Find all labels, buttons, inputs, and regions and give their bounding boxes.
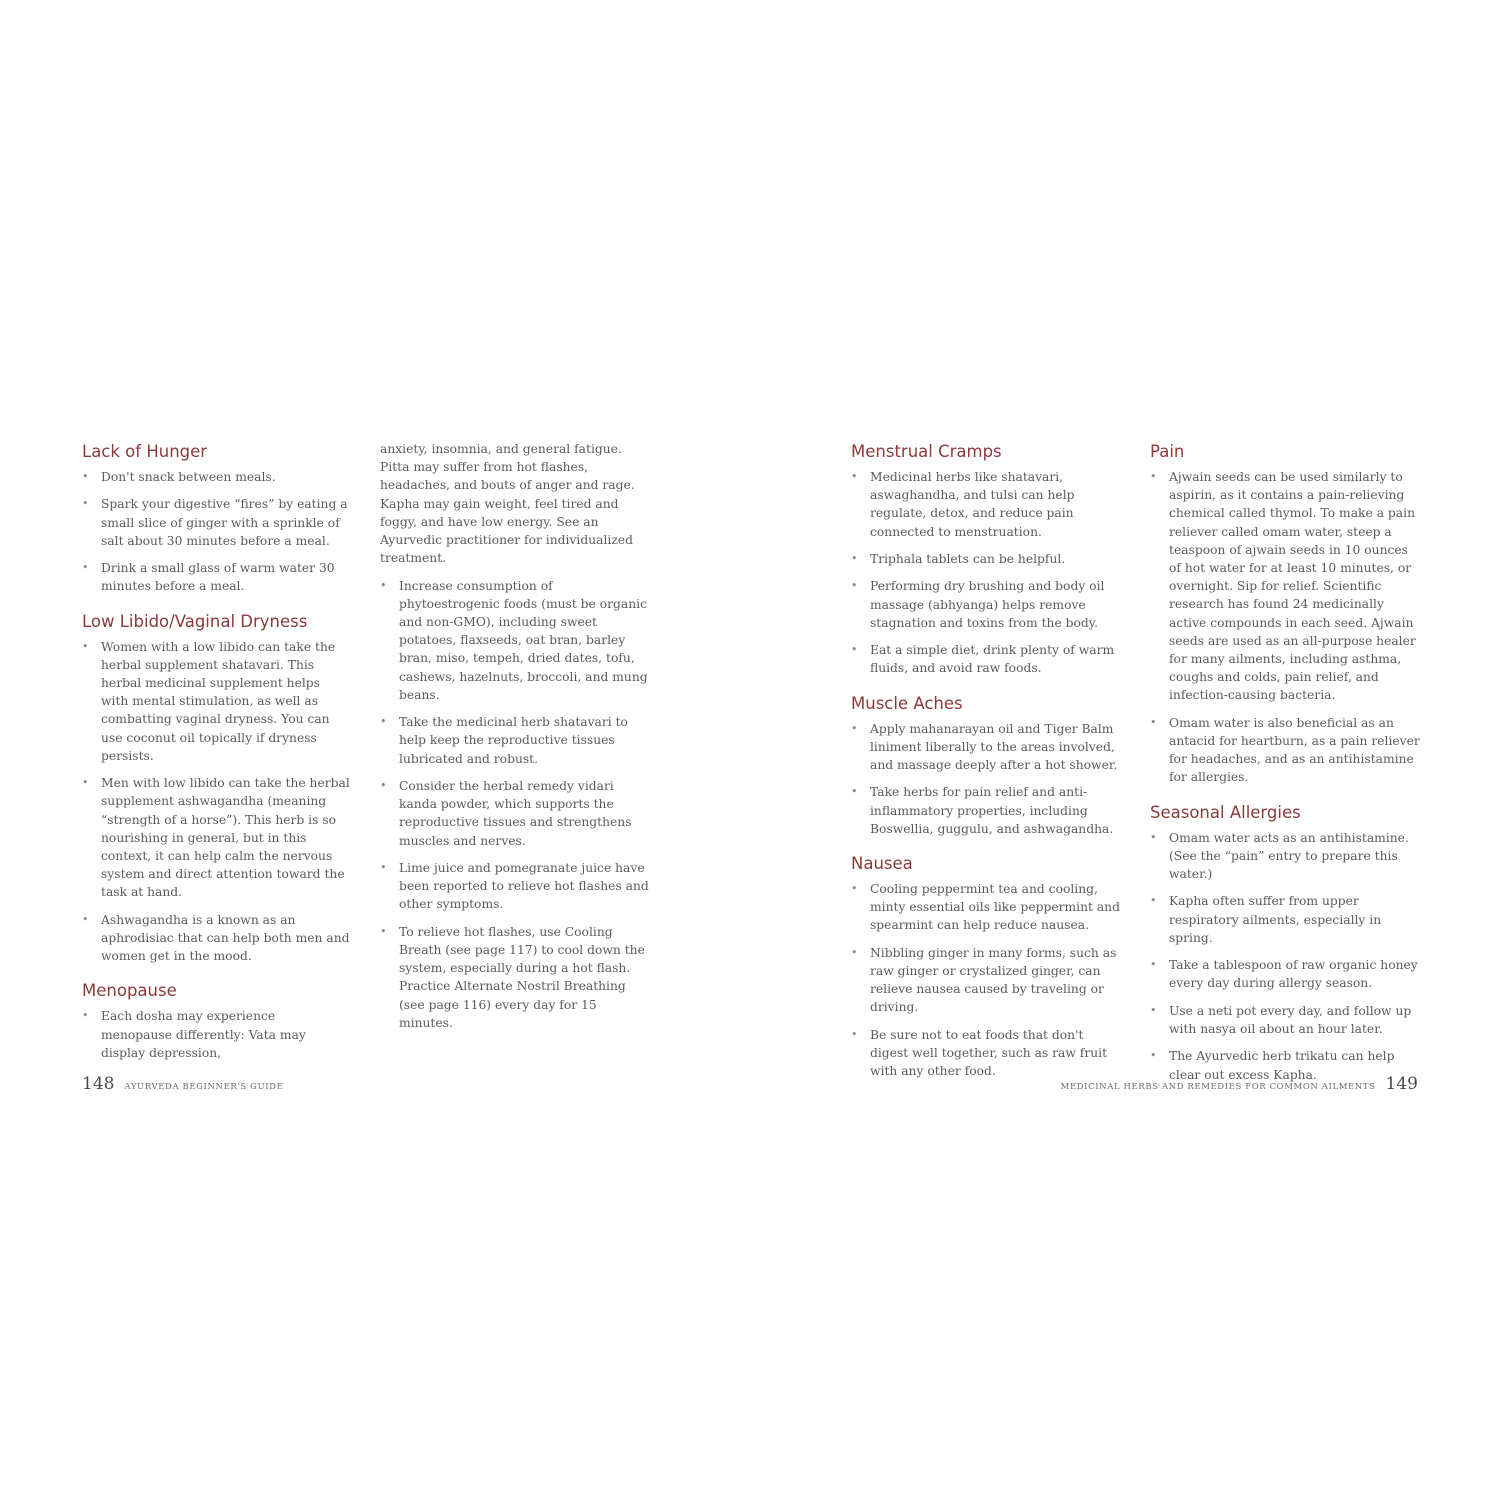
- bullet-list: [82, 638, 350, 966]
- list-item: • Ajwain seeds can be used similarly to aspirin, as it contains a pain-relieving chemical called thymol. To make a pain reliever called omam water, steep a teaspoon of ajwain seeds in 10 ounces of hot water for at least 10 minutes, or overnight. Sip for relief. Scientific research has found 24 medicinally active compounds in each seed. Ajwain seeds are used as an all-purpose healer for many ailments, including asthma, coughs and colds, pain relief, and infection-causing bacteria.: [1150, 468, 1422, 705]
- section-title: Menopause: [82, 981, 177, 1001]
- section-low-libido-vaginal-dryness: [82, 610, 350, 966]
- section-title: Menstrual Cramps: [851, 442, 1002, 461]
- list-item: • Don't snack between meals.: [82, 468, 350, 486]
- section-continued: [380, 440, 652, 1032]
- running-head-left: AYURVEDA BEGINNER'S GUIDE: [124, 1082, 284, 1092]
- list-item: • Apply mahanarayan oil and Tiger Balm liniment liberally to the areas involved, and massage deeply after a hot shower.: [851, 720, 1123, 775]
- list-item: • Drink a small glass of warm water 30 minutes before a meal.: [82, 559, 350, 595]
- list-item: • Take herbs for pain relief and anti-inflammatory properties, including Boswellia, guggulu, and ashwagandha.: [851, 783, 1123, 838]
- section-title: Lack of Hunger: [82, 442, 208, 461]
- list-item: • Omam water acts as an antihistamine. (See the “pain” entry to prepare this water.): [1150, 829, 1422, 884]
- left-page-column-2: [380, 440, 652, 1041]
- section-seasonal-allergies: [1150, 801, 1422, 1084]
- bullet-list: [1150, 468, 1422, 787]
- list-item: • Be sure not to eat foods that don't digest well together, such as raw fruit with any other food.: [851, 1026, 1123, 1081]
- list-item: • Triphala tablets can be helpful.: [851, 550, 1123, 568]
- list-item-continued: anxiety, insomnia, and general fatigue. Pitta may suffer from hot flashes, headaches, and bouts of anger and rage. Kapha may gain weight, feel tired and foggy, and have low energy. See an Ayurvedic practitioner for individualized treatment.: [380, 442, 635, 566]
- list-item: • Omam water is also beneficial as an antacid for heartburn, as a pain reliever for headaches, and as an antihistamine for allergies.: [1150, 714, 1422, 787]
- list-item: • Performing dry brushing and body oil massage (abhyanga) helps remove stagnation and toxins from the body.: [851, 577, 1123, 632]
- list-item: • Consider the herbal remedy vidari kanda powder, which supports the reproductive tissues and strengthens muscles and nerves.: [380, 777, 652, 850]
- list-item: • Ashwagandha is a known as an aphrodisiac that can help both men and women get in the mood.: [82, 911, 350, 966]
- section-title: Low Libido/Vaginal Dryness: [82, 611, 308, 631]
- bullet-list: [851, 880, 1123, 1080]
- bullet-list: [1150, 829, 1422, 1084]
- list-item: • Spark your digestive “fires” by eating a small slice of ginger with a sprinkle of salt about 30 minutes before a meal.: [82, 495, 350, 550]
- list-item: • Medicinal herbs like shatavari, aswaghandha, and tulsi can help regulate, detox, and reduce pain connected to menstruation.: [851, 468, 1123, 541]
- section-title: Nausea: [851, 854, 913, 873]
- page-number-left: 148: [82, 1074, 115, 1094]
- bullet-list: [82, 1007, 350, 1062]
- list-item: • Men with low libido can take the herbal supplement ashwagandha (meaning “strength of a horse”). This herb is so nourishing in general, but in this context, it can help calm the nervous system and direct attention toward the task at hand.: [82, 774, 350, 901]
- list-item: • Take the medicinal herb shatavari to help keep the reproductive tissues lubricated and robust.: [380, 713, 652, 768]
- right-page-column-2: [1150, 440, 1422, 1093]
- bullet-list: [851, 468, 1123, 678]
- section-muscle-aches: [851, 692, 1123, 838]
- bullet-list: [82, 468, 350, 596]
- running-head-right: MEDICINAL HERBS AND REMEDIES FOR COMMON AILMENTS: [1060, 1082, 1376, 1092]
- page-number-right: 149: [1385, 1074, 1418, 1094]
- list-item: • The Ayurvedic herb trikatu can help clear out excess Kapha.: [1150, 1047, 1422, 1083]
- bullet-list: [380, 440, 652, 1032]
- list-item: • Women with a low libido can take the herbal supplement shatavari. This herbal medicinal supplement helps with mental stimulation, as well as combatting vaginal dryness. You can use coconut oil topically if dryness persists.: [82, 638, 350, 765]
- list-item: • Eat a simple diet, drink plenty of warm fluids, and avoid raw foods.: [851, 641, 1123, 677]
- list-item: • Take a tablespoon of raw organic honey every day during allergy season.: [1150, 956, 1422, 992]
- list-item: • Increase consumption of phytoestrogenic foods (must be organic and non-GMO), including sweet potatoes, flaxseeds, oat bran, barley bran, miso, tempeh, dried dates, tofu, cashews, hazelnuts, broccoli, and mung beans.: [380, 577, 652, 704]
- section-menstrual-cramps: [851, 440, 1123, 678]
- list-item: • Use a neti pot every day, and follow up with nasya oil about an hour later.: [1150, 1002, 1422, 1038]
- list-item: • Each dosha may experience menopause differently: Vata may display depression,: [82, 1007, 350, 1062]
- section-title: Muscle Aches: [851, 693, 963, 713]
- section-menopause: [82, 979, 350, 1062]
- section-title: Pain: [1150, 442, 1185, 461]
- list-item: • To relieve hot flashes, use Cooling Breath (see page 117) to cool down the system, especially during a hot flash. Practice Alternate Nostril Breathing (see page 116) every day for 15 minutes.: [380, 923, 652, 1032]
- right-page-footer: [1061, 1074, 1418, 1100]
- section-title: Seasonal Allergies: [1150, 802, 1301, 822]
- section-nausea: [851, 852, 1123, 1080]
- bullet-list: [851, 720, 1123, 838]
- left-page-column-1: [82, 440, 350, 1071]
- list-item: • Nibbling ginger in many forms, such as raw ginger or crystalized ginger, can relieve nausea caused by traveling or driving.: [851, 944, 1123, 1017]
- left-page-footer: [82, 1074, 283, 1100]
- section-lack-of-hunger: [82, 440, 350, 596]
- right-page-column-1: [851, 440, 1123, 1090]
- section-pain: [1150, 440, 1422, 787]
- list-item: • Kapha often suffer from upper respiratory ailments, especially in spring.: [1150, 892, 1422, 947]
- list-item: • Lime juice and pomegranate juice have been reported to relieve hot flashes and other symptoms.: [380, 859, 652, 914]
- list-item: • Cooling peppermint tea and cooling, minty essential oils like peppermint and spearmint can help reduce nausea.: [851, 880, 1123, 935]
